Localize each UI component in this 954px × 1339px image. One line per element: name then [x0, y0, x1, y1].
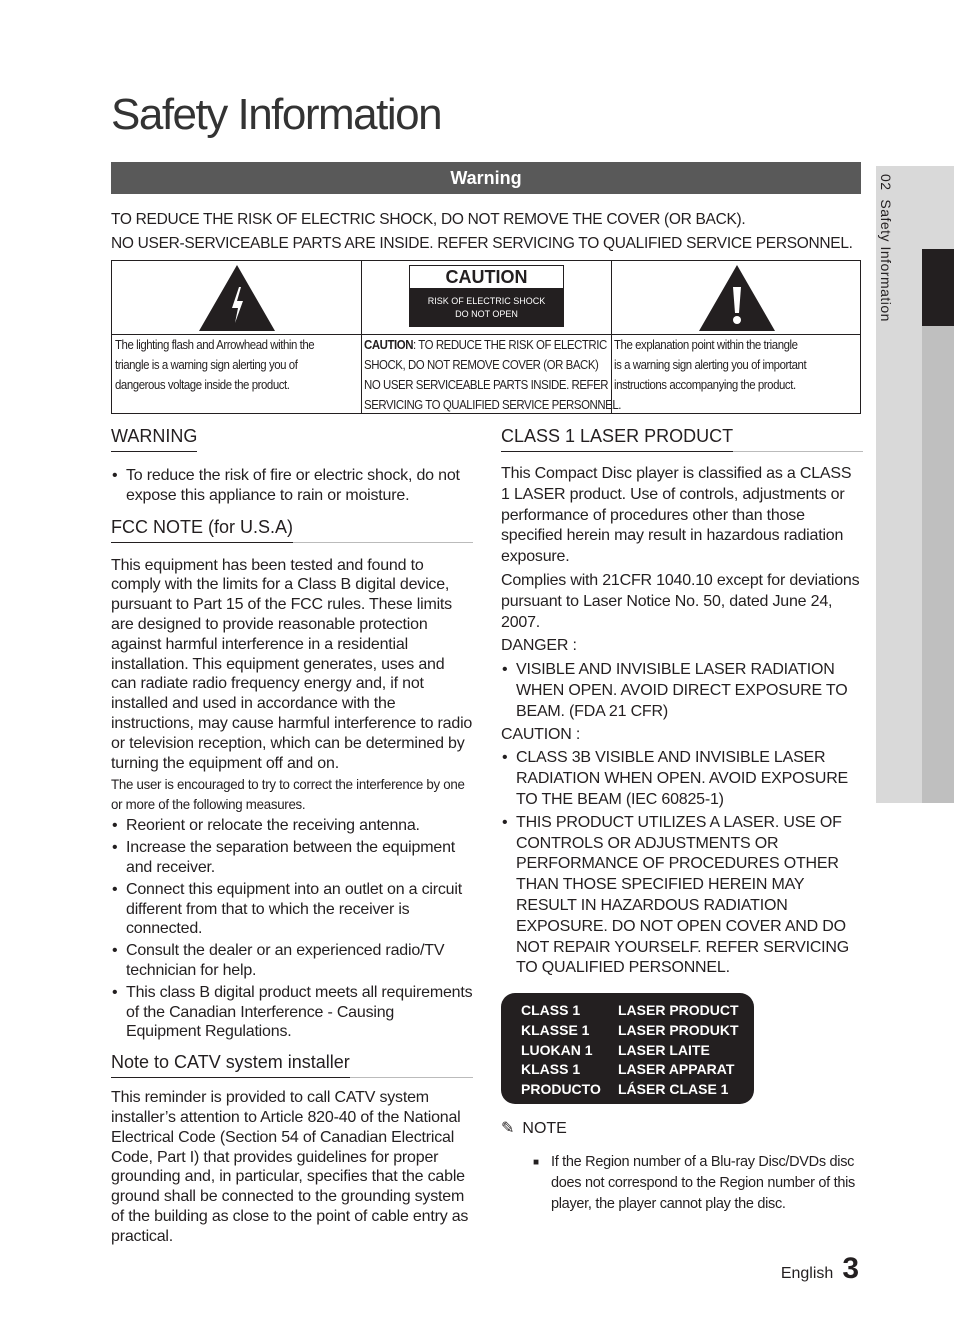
- caution-symbols-table: [111, 260, 861, 414]
- note-heading: NOTE: [522, 1120, 567, 1137]
- laser-label-row: KLASS 1 LASER APPARAT: [521, 1061, 735, 1078]
- page-number: 3: [842, 1252, 859, 1285]
- laser-paragraph: Complies with 21CFR 1040.10 except for deviations pursuant to Laser Notice No. 50, dated June 24, 2007.: [501, 571, 860, 631]
- caution-label: [409, 265, 564, 327]
- catv-body: [111, 1088, 473, 1246]
- warning-heading: WARNING: [111, 424, 197, 452]
- right-column: [501, 420, 863, 981]
- laser-heading: CLASS 1 LASER PRODUCT: [501, 424, 733, 452]
- list-item: • Connect this equipment into an outlet on a circuit different from that to which the receiver is connected.: [111, 880, 473, 939]
- lightning-description: The lighting flash and Arrowhead within the triangle is a warning sign alerting you of dangerous voltage inside the product.: [115, 337, 315, 392]
- list-item: • This class B digital product meets all requirements of the Canadian Interference - Causing Equipment Regulations.: [111, 983, 473, 1042]
- lightning-triangle-icon: [199, 265, 275, 331]
- list-item: • CLASS 3B VISIBLE AND INVISIBLE LASER RADIATION WHEN OPEN. AVOID EXPOSURE TO THE BEAM (IEC 60825-1): [501, 748, 863, 810]
- laser-label-row: KLASSE 1 LASER PRODUKT: [521, 1021, 739, 1038]
- page-footer: [781, 1252, 859, 1286]
- intro-text: [111, 208, 871, 256]
- footer-language: English: [780, 1265, 834, 1282]
- catv-heading: Note to CATV system installer: [111, 1050, 350, 1078]
- side-tab-light-strip: [922, 326, 954, 803]
- laser-label-row: LUOKAN 1 LASER LAITE: [521, 1041, 710, 1058]
- laser-label-row: CLASS 1 LASER PRODUCT: [521, 1002, 739, 1018]
- warning-bar: Warning: [111, 162, 861, 194]
- laser-label-row: PRODUCTO LÁSER CLASE 1: [521, 1081, 729, 1098]
- side-tab-label: 02 Safety Information: [878, 174, 894, 322]
- caution-text-label: CAUTION :: [501, 725, 581, 743]
- intro-line: TO REDUCE THE RISK OF ELECTRIC SHOCK, DO NOT REMOVE THE COVER (OR BACK).: [111, 211, 746, 228]
- list-item: • THIS PRODUCT UTILIZES A LASER. USE OF CONTROLS OR ADJUSTMENTS OR PERFORMANCE OF PROCEDURES OTHER THAN THOSE SPECIFIED HEREIN MAY RESULT IN HAZARDOUS RADIATION EXPOSURE. DO NOT OPEN COVER AND DO NOT REPAIR YOURSELF. REFER SERVICING TO QUALIFIED PERSONNEL.: [501, 813, 863, 979]
- caution-head: CAUTION: [409, 265, 564, 289]
- caution-sub-line: RISK OF ELECTRIC SHOCK: [427, 296, 546, 306]
- list-item: • VISIBLE AND INVISIBLE LASER RADIATION WHEN OPEN. AVOID DIRECT EXPOSURE TO BEAM. (FDA 21 CFR): [501, 660, 863, 722]
- caution-description: CAUTION: TO REDUCE THE RISK OF ELECTRIC SHOCK, DO NOT REMOVE COVER (OR BACK) NO USER SERVICEABLE PARTS INSIDE. REFER SERVICING TO QUALIFIED SERVICE PERSONNEL.: [364, 337, 622, 412]
- list-item: • Increase the separation between the equipment and receiver.: [111, 838, 473, 878]
- left-column: [111, 420, 473, 1247]
- note-item: ■ If the Region number of a Blu-ray Disc/DVDs disc does not correspond to the Region number of this player, the player cannot play the disc.: [533, 1154, 855, 1212]
- fcc-body: [111, 556, 473, 1043]
- danger-label: DANGER :: [501, 637, 577, 655]
- pencil-icon: ✎: [501, 1120, 515, 1137]
- warning-body: [111, 466, 473, 506]
- caution-body: [409, 289, 564, 327]
- fcc-small-text: The user is encouraged to try to correct the interference by one or more of the following measures.: [111, 776, 465, 812]
- intro-line: NO USER-SERVICEABLE PARTS ARE INSIDE. REFER SERVICING TO QUALIFIED SERVICE PERSONNEL.: [111, 235, 853, 252]
- list-item: • Reorient or relocate the receiving antenna.: [111, 816, 473, 836]
- list-item: • Consult the dealer or an experienced radio/TV technician for help.: [111, 941, 473, 981]
- fcc-heading: FCC NOTE (for U.S.A): [111, 515, 293, 543]
- laser-paragraph: This Compact Disc player is classified as a CLASS 1 LASER product. Use of controls, adjustments or performance of procedures other than those specified herein may result in hazardous radiation exposure.: [501, 465, 852, 566]
- fcc-paragraph: This equipment has been tested and found to comply with the limits for a Class B digital device, pursuant to Part 15 of the FCC rules. These limits are designed to provide reasonable protection against harmful interference in a residential installation. This equipment generates, uses and can radiate radio frequency energy and, if not installed and used in accordance with the instructions, may cause harmful interference to radio or television reception, which can be determined by turning the equipment off and on.: [111, 556, 473, 772]
- exclamation-description: The explanation point within the triangle is a warning sign alerting you of important instructions accompanying the product.: [614, 337, 807, 392]
- note-block: [501, 1118, 861, 1215]
- exclamation-triangle-icon: [699, 265, 775, 331]
- page-title: Safety Information: [111, 90, 442, 139]
- laser-class-label: [501, 993, 754, 1104]
- list-item: • To reduce the risk of fire or electric shock, do not expose this appliance to rain or moisture.: [111, 466, 473, 506]
- caution-sub-line: DO NOT OPEN: [455, 309, 518, 319]
- catv-paragraph: This reminder is provided to call CATV system installer’s attention to Article 820-40 of the National Electrical Code (Section 54 of Canadian Electrical Code, Part I) that provides guidelines for proper grounding and, in particular, specifies that the cable ground shall be connected to the grounding system of the building as close to the point of cable entry as practical.: [111, 1089, 469, 1245]
- laser-body: [501, 464, 863, 979]
